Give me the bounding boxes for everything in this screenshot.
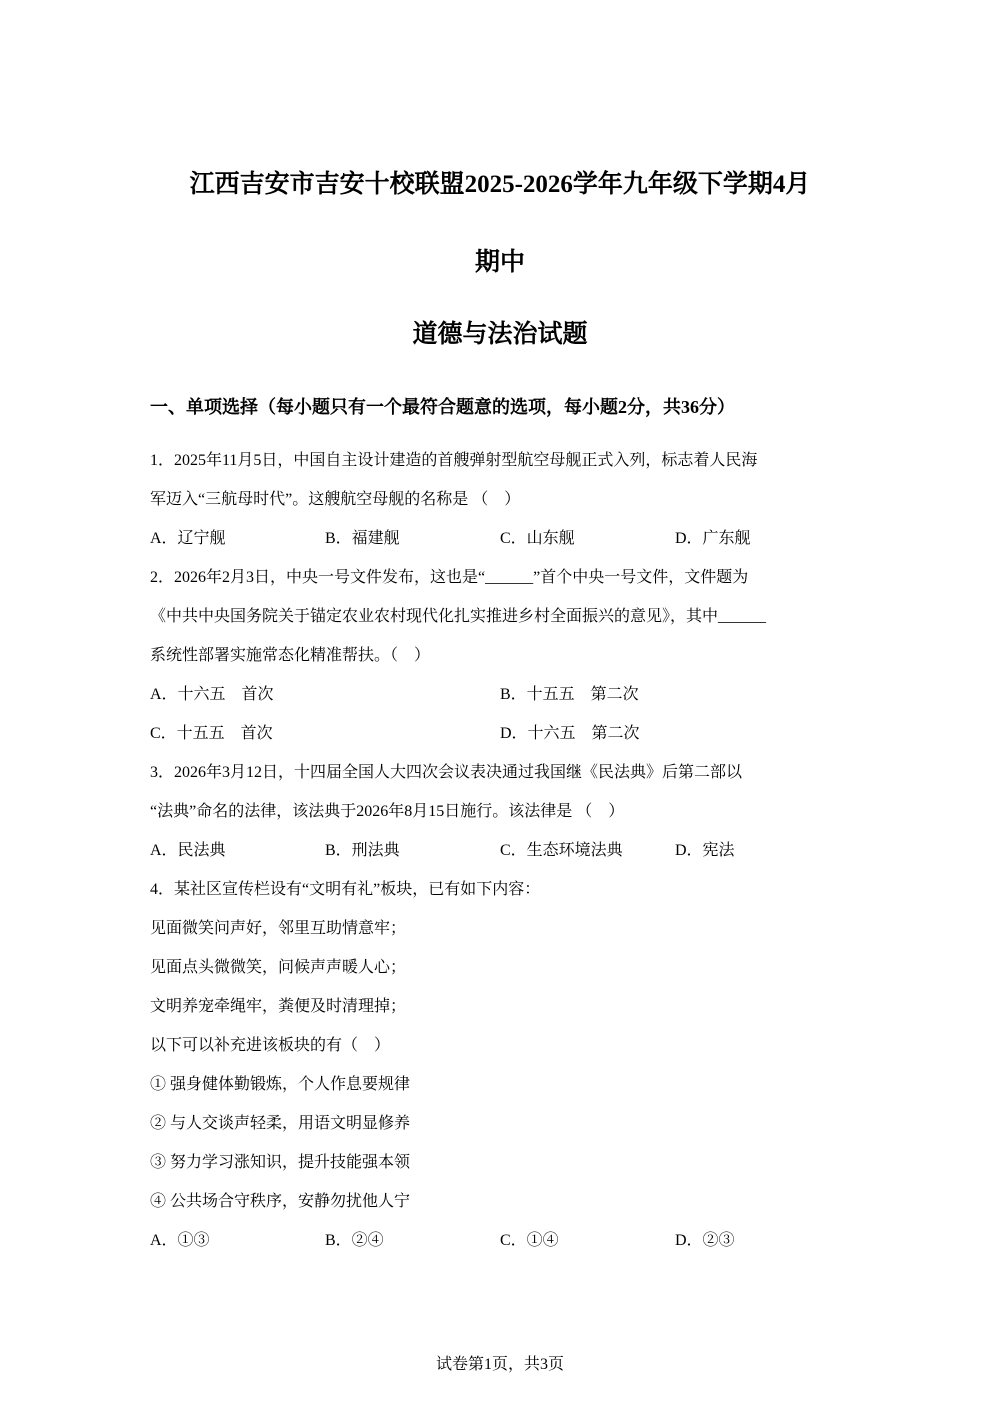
question-text: 见面点头微微笑，问候声声暖人心； [150, 959, 407, 976]
answer-option: C．①④ [500, 1232, 559, 1249]
answer-option: C．山东舰 [500, 530, 575, 547]
answer-option: D．十六五 第二次 [500, 725, 640, 742]
question-text: 4．某社区宣传栏设有“文明有礼”板块，已有如下内容： [150, 881, 541, 898]
question-text: 1．2025年11月5日，中国自主设计建造的首艘弹射型航空母舰正式入列，标志着人民海 [150, 452, 758, 469]
answer-option: B．十五五 第二次 [500, 686, 639, 703]
question-text: 系统性部署实施常态化精准帮扶。（ ） [150, 647, 431, 664]
document-title-continued: 期中 [474, 249, 525, 276]
question-text: 文明养宠牵绳牢，粪便及时清理掉； [150, 998, 407, 1015]
answer-option: B．福建舰 [325, 530, 400, 547]
question-item: ② 与人交谈声轻柔，用语文明显修养 [150, 1115, 411, 1132]
question-item: ④ 公共场合守秩序，安静勿扰他人宁 [150, 1193, 411, 1210]
answer-option: D．②③ [675, 1232, 735, 1249]
answer-option: C．十五五 首次 [150, 725, 273, 742]
question-text: “法典”命名的法律，该法典于2026年8月15日施行。该法律是 （ ） [150, 803, 625, 820]
answer-option: D．宪法 [675, 842, 735, 859]
document-subtitle: 道德与法治试题 [412, 321, 588, 348]
answer-option: A．十六五 首次 [150, 686, 274, 703]
answer-option: A．①③ [150, 1232, 210, 1249]
page-footer: 试卷第1页，共3页 [435, 1356, 564, 1373]
question-text: 3．2026年3月12日，十四届全国人大四次会议表决通过我国继《民法典》后第二部以 [150, 764, 743, 781]
answer-option: B．②④ [325, 1232, 384, 1249]
answer-option: C．生态环境法典 [500, 842, 623, 859]
document-title: 江西吉安市吉安十校联盟2025-2026学年九年级下学期4月 [189, 171, 811, 198]
question-text: 《中共中央国务院关于锚定农业农村现代化扎实推进乡村全面振兴的意见》，其中______ [150, 608, 767, 625]
question-item: ③ 努力学习涨知识，提升技能强本领 [150, 1154, 411, 1171]
question-text: 2．2026年2月3日，中央一号文件发布，这也是“______”首个中央一号文件，文件题为 [150, 569, 749, 586]
section-heading: 一、单项选择（每小题只有一个最符合题意的选项，每小题2分，共36分） [150, 397, 735, 417]
answer-option: A．民法典 [150, 842, 226, 859]
answer-option: A．辽宁舰 [150, 530, 226, 547]
answer-option: D．广东舰 [675, 530, 751, 547]
question-text: 以下可以补充进该板块的有（ ） [150, 1037, 391, 1054]
question-text: 见面微笑问声好，邻里互助情意牢； [150, 920, 407, 937]
question-text: 军迈入“三航母时代”。这艘航空母舰的名称是 （ ） [150, 491, 521, 508]
question-item: ① 强身健体勤锻炼，个人作息要规律 [150, 1076, 411, 1093]
answer-option: B．刑法典 [325, 842, 400, 859]
